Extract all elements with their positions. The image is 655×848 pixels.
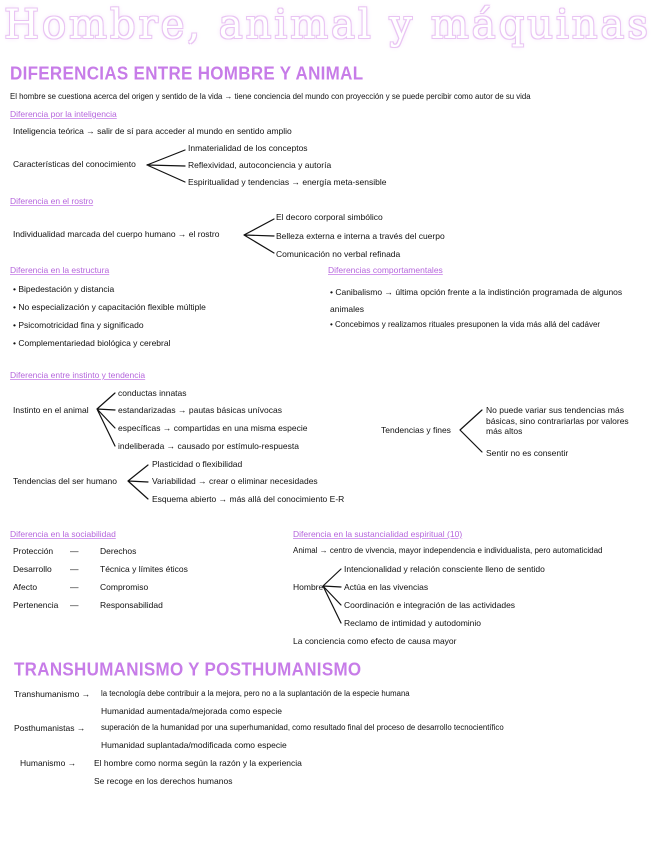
instinto-item: específicas → compartidas en una misma especie [118, 423, 308, 433]
espiritual-animal: Animal → centro de vivencia, mayor independencia e individualista, pero automaticidad [293, 546, 603, 555]
subheading-rostro: Diferencia en el rostro [10, 196, 94, 206]
row-label: Transhumanismo → [14, 689, 91, 699]
row-text: El hombre como norma según la razón y la experiencia [94, 758, 302, 768]
instinto-item: estandarizadas → pautas básicas unívocas [118, 405, 282, 415]
bracket-arrow-icon [147, 146, 187, 188]
row-text: superación de la humanidad por una superhumanidad, como resultado final del proceso de desarrollo tecnocientífico [101, 723, 504, 732]
comportamental-item: • Canibalismo → última opción frente a la indistinción programada de algunos animales [330, 287, 623, 314]
comportamental-item-text: Concebimos y realizamos rituales presuponen la vida más allá del cadáver [335, 320, 601, 329]
espiritual-footer: La conciencia como efecto de causa mayor [293, 636, 457, 646]
tendencias-item: Variabilidad → crear o eliminar necesidades [152, 476, 318, 486]
tendencias-root: Tendencias del ser humano [13, 476, 117, 486]
comportamental-item: • Concebimos y realizamos rituales presuponen la vida más allá del cadáver [330, 320, 601, 329]
estructura-item-text: Complementariedad biológica y cerebral [18, 338, 171, 348]
caracteristicas-root: Características del conocimiento [13, 159, 136, 169]
subheading-inteligencia: Diferencia por la inteligencia [10, 109, 117, 119]
sociabilidad-left: Desarrollo [13, 564, 52, 574]
inteligencia-item: Reflexividad, autoconciencia y autoría [188, 160, 332, 170]
tendencias-fines-item: Sentir no es consentir [486, 448, 569, 458]
estructura-item: • Complementariedad biológica y cerebral [13, 338, 171, 348]
subheading-estructura: Diferencia en la estructura [10, 265, 110, 275]
espiritual-item: Intencionalidad y relación consciente lleno de sentido [344, 564, 545, 574]
estructura-item-text: Psicomotricidad fina y significado [18, 320, 144, 330]
page-title: Hombre, animal y máquinas [4, 2, 651, 48]
row-sub: Se recoge en los derechos humanos [94, 776, 233, 786]
inteligencia-teorica-text: Inteligencia teórica → salir de sí para acceder al mundo en sentido amplio [13, 126, 292, 136]
sociabilidad-left: Pertenencia [13, 600, 59, 610]
subheading-comportamentales: Diferencias comportamentales [328, 265, 443, 275]
dash: — [70, 582, 79, 592]
intro-text: El hombre se cuestiona acerca del origen y sentido de la vida → tiene conciencia del mundo con proyección y se puede percibir como autor de su vida [10, 92, 531, 101]
dash: — [70, 546, 79, 556]
bracket-arrow-icon [244, 216, 276, 258]
subheading-instinto: Diferencia entre instinto y tendencia [10, 370, 146, 380]
dash: — [70, 600, 79, 610]
estructura-item: • Psicomotricidad fina y significado [13, 320, 144, 330]
subheading-espiritual: Diferencia en la sustancialidad espiritual (10) [293, 529, 463, 539]
estructura-item-text: Bipedestación y distancia [18, 284, 115, 294]
bracket-arrow-icon [460, 408, 486, 456]
espiritual-item: Reclamo de intimidad y autodominio [344, 618, 482, 628]
tendencias-item: Plasticidad o flexibilidad [152, 459, 243, 469]
rostro-item: Belleza externa e interna a través del cuerpo [276, 231, 445, 241]
rostro-root: Individualidad marcada del cuerpo humano → el rostro [13, 229, 220, 239]
bracket-arrow-icon [128, 463, 152, 505]
sociabilidad-left: Afecto [13, 582, 38, 592]
subheading-sociabilidad: Diferencia en la sociabilidad [10, 529, 116, 539]
row-text: la tecnología debe contribuir a la mejora, pero no a la suplantación de la especie humana [101, 689, 410, 698]
row-sub: Humanidad suplantada/modificada como especie [101, 740, 287, 750]
sociabilidad-right: Compromiso [100, 582, 149, 592]
tendencias-fines-item: No puede variar sus tendencias más básicas, sino contrariarlas por valores más altos [486, 405, 629, 436]
instinto-item: conductas innatas [118, 388, 187, 398]
instinto-item: indeliberada → causado por estímulo-respuesta [118, 441, 299, 451]
sociabilidad-right: Técnica y límites éticos [100, 564, 188, 574]
bracket-arrow-icon [323, 567, 345, 627]
espiritual-item: Actúa en las vivencias [344, 582, 429, 592]
inteligencia-item: Inmaterialidad de los conceptos [188, 143, 308, 153]
rostro-item: El decoro corporal simbólico [276, 212, 383, 222]
tendencias-item: Esquema abierto → más allá del conocimiento E-R [152, 494, 345, 504]
row-sub: Humanidad aumentada/mejorada como especie [101, 706, 282, 716]
comportamental-item-text: Canibalismo → última opción frente a la indistinción programada de algunos animales [330, 287, 623, 314]
instinto-root: Instinto en el animal [13, 405, 89, 415]
bracket-arrow-icon [97, 391, 119, 449]
estructura-item: • Bipedestación y distancia [13, 284, 115, 294]
section-heading-diferencias: DIFERENCIAS ENTRE HOMBRE Y ANIMAL [10, 63, 364, 84]
rostro-item: Comunicación no verbal refinada [276, 249, 401, 259]
espiritual-item: Coordinación e integración de las actividades [344, 600, 516, 610]
inteligencia-item: Espiritualidad y tendencias → energía meta-sensible [188, 177, 387, 187]
row-label: Humanismo → [20, 758, 77, 768]
estructura-item-text: No especialización y capacitación flexible múltiple [18, 302, 206, 312]
espiritual-root: Hombre [293, 582, 324, 592]
row-label: Posthumanistas → [14, 723, 86, 733]
sociabilidad-left: Protección [13, 546, 54, 556]
section-heading-transhumanismo: TRANSHUMANISMO Y POSTHUMANISMO [14, 659, 362, 680]
estructura-item: • No especialización y capacitación flexible múltiple [13, 302, 206, 312]
tendencias-fines-root: Tendencias y fines [381, 425, 451, 435]
sociabilidad-right: Responsabilidad [100, 600, 163, 610]
sociabilidad-right: Derechos [100, 546, 137, 556]
dash: — [70, 564, 79, 574]
